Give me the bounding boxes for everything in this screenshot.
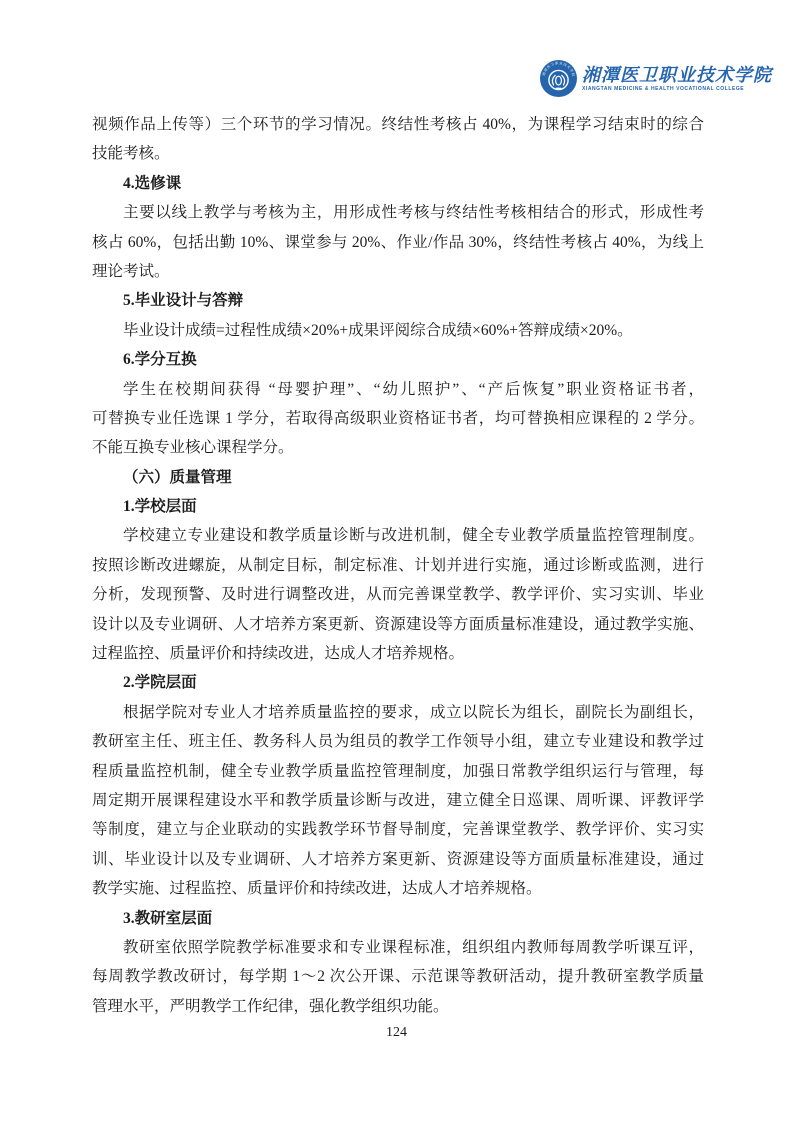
text-line: 理论考试。: [92, 262, 170, 280]
college-name-block: [582, 60, 772, 93]
text-line: 教研室依照学院教学标准要求和专业课程标准，组织组内教师每周教学听课互评，: [123, 938, 704, 956]
text-line: 程质量监控机制，健全专业教学质量监控管理制度，加强日常教学组织运行与管理，每: [92, 762, 704, 780]
heading-line: 2.学院层面: [123, 674, 197, 692]
text-line: 分析，发现预警、及时进行调整改进，从而完善课堂教学、教学评价、实习实训、毕业: [92, 586, 704, 604]
text-line: 管理水平，严明教学工作纪律，强化教学组织功能。: [92, 997, 449, 1015]
text-line: 过程监控、质量评价和持续改进，达成人才培养规格。: [92, 645, 465, 663]
text-line: 等制度，建立与企业联动的实践教学环节督导制度，完善课堂教学、教学评价、实习实: [92, 821, 704, 839]
page-footer: [0, 1024, 793, 1042]
text-line: 毕业设计成绩=过程性成绩×20%+成果评阅综合成绩×60%+答辩成绩×20%。: [123, 321, 633, 339]
text-line: 每周教学教改研讨，每学期 1～2 次公开课、示范课等教研活动，提升教研室教学质量: [92, 968, 704, 986]
college-name-english: XIANGTAN MEDICINE & HEALTH VOCATIONAL COLLEGE: [582, 86, 745, 92]
heading-line: 3.教研室层面: [123, 909, 213, 927]
text-line: 按照诊断改进螺旋，从制定目标，制定标准、计划并进行实施，通过诊断或监测，进行: [92, 556, 704, 574]
college-logo: [540, 60, 772, 97]
text-line: 可替换专业任选课 1 学分，若取得高级职业资格证书者，均可替换相应课程的 2 学分。: [92, 409, 704, 427]
page-number: 124: [386, 1025, 407, 1040]
college-name-calligraphy: 湘潭医卫职业技术学院: [582, 65, 772, 86]
heading-line: 1.学校层面: [123, 498, 197, 516]
text-line: 教研室主任、班主任、教务科人员为组员的教学工作领导小组，建立专业建设和教学过: [92, 733, 704, 751]
text-line: 周定期开展课程建设水平和教学质量诊断与改进，建立健全日巡课、周听课、评教评学: [92, 791, 704, 809]
emblem-rim-text: 湘潭医卫职业技术学院: [541, 61, 576, 78]
text-line: 主要以线上教学与考核为主，用形成性考核与终结性考核相结合的形式，形成性考: [123, 204, 704, 222]
heading-line: 4.选修课: [123, 174, 182, 192]
text-line: 设计以及专业调研、人才培养方案更新、资源建设等方面质量标准建设，通过教学实施、: [92, 615, 704, 633]
text-line: 学校建立专业建设和教学质量诊断与改进机制，健全专业教学质量监控管理制度。: [123, 527, 704, 545]
text-line: 技能考核。: [92, 145, 170, 163]
document-body: [92, 110, 704, 1021]
text-line: 教学实施、过程监控、质量评价和持续改进，达成人才培养规格。: [92, 880, 542, 898]
heading-line: 6.学分互换: [123, 351, 197, 369]
text-line: 训、毕业设计以及专业调研、人才培养方案更新、资源建设等方面质量标准建设，通过: [92, 850, 704, 868]
text-line: 不能互换专业核心课程学分。: [92, 439, 294, 457]
text-line: 视频作品上传等）三个环节的学习情况。终结性考核占 40%，为课程学习结束时的综合: [92, 116, 704, 133]
heading-line: 5.毕业设计与答辩: [123, 292, 244, 310]
heading-line: （六）质量管理: [123, 468, 232, 486]
text-line: 核占 60%，包括出勤 10%、课堂参与 20%、作业/作品 30%，终结性考核占 40%，为线上: [92, 233, 704, 251]
text-line: 根据学院对专业人才培养质量监控的要求，成立以院长为组长，副院长为副组长，: [123, 703, 704, 721]
college-emblem-icon: [540, 60, 577, 97]
text-line: 学生在校期间获得 “母婴护理”、“幼儿照护”、“产后恢复”职业资格证书者，: [123, 380, 704, 398]
